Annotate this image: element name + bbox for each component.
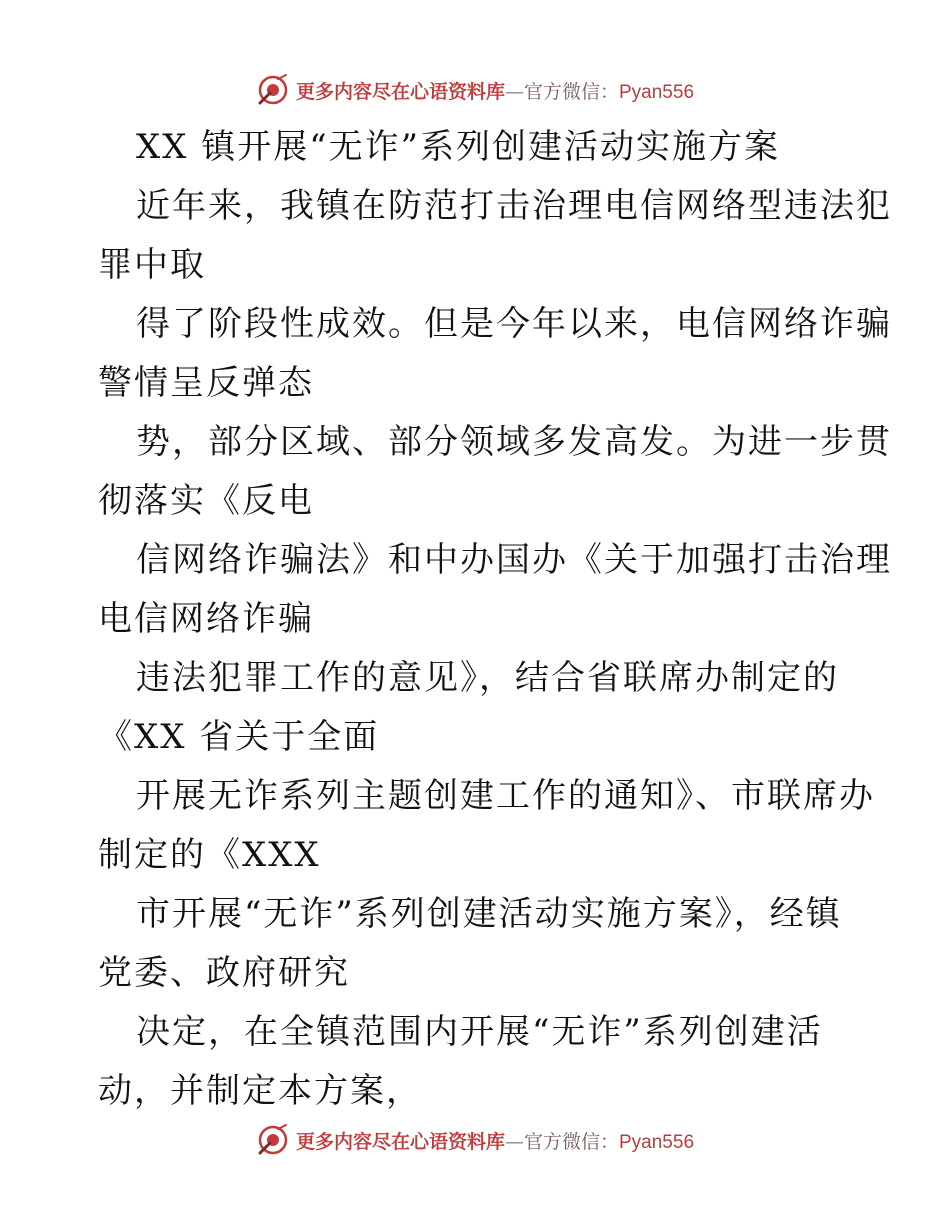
text-line: 动，并制定本方案， <box>98 1071 422 1111</box>
text-line: 信网络诈骗法》和中办国办《关于加强打击治理 <box>136 540 892 580</box>
text-line: 势，部分区域、部分领域多发高发。为进一步贯 <box>136 422 892 462</box>
banner-brand: 更多内容尽在心语资料库 <box>295 1130 505 1153</box>
document-body <box>98 118 892 1121</box>
text-line: 决定，在全镇范围内开展“无诈”系列创建活 <box>136 1012 823 1052</box>
banner-text <box>296 1127 694 1154</box>
text-line: 彻落实《反电 <box>98 481 314 521</box>
pen-logo-icon <box>256 1123 290 1157</box>
text-line: 违法犯罪工作的意见》，结合省联席办制定的 <box>136 658 839 698</box>
banner-text <box>296 77 694 104</box>
text-line: 电信网络诈骗 <box>98 599 314 639</box>
footer-watermark-banner <box>0 1120 950 1160</box>
header-watermark-banner <box>0 70 950 110</box>
banner-contact-id: Pyan556 <box>619 1131 695 1153</box>
pen-logo-icon <box>256 73 290 107</box>
banner-brand: 更多内容尽在心语资料库 <box>295 80 505 103</box>
document-title: XX 镇开展“无诈”系列创建活动实施方案 <box>136 127 780 167</box>
text-line: 罪中取 <box>98 245 206 285</box>
text-line: 《XX 省关于全面 <box>98 717 380 757</box>
banner-contact-id: Pyan556 <box>619 81 695 103</box>
text-line: 开展无诈系列主题创建工作的通知》、市联席办 <box>136 776 875 816</box>
text-line: 警情呈反弹态 <box>98 363 314 403</box>
banner-contact-label: 官方微信： <box>523 80 619 103</box>
banner-separator: — <box>504 1130 524 1153</box>
text-line: 党委、政府研究 <box>98 953 350 993</box>
banner-separator: — <box>504 80 524 103</box>
banner-contact-label: 官方微信： <box>523 1130 619 1153</box>
text-line: 近年来，我镇在防范打击治理电信网络型违法犯 <box>136 186 892 226</box>
text-line: 制定的《XXX <box>98 835 321 875</box>
text-line: 市开展“无诈”系列创建活动实施方案》，经镇 <box>136 894 842 934</box>
text-line: 得了阶段性成效。但是今年以来，电信网络诈骗 <box>136 304 892 344</box>
